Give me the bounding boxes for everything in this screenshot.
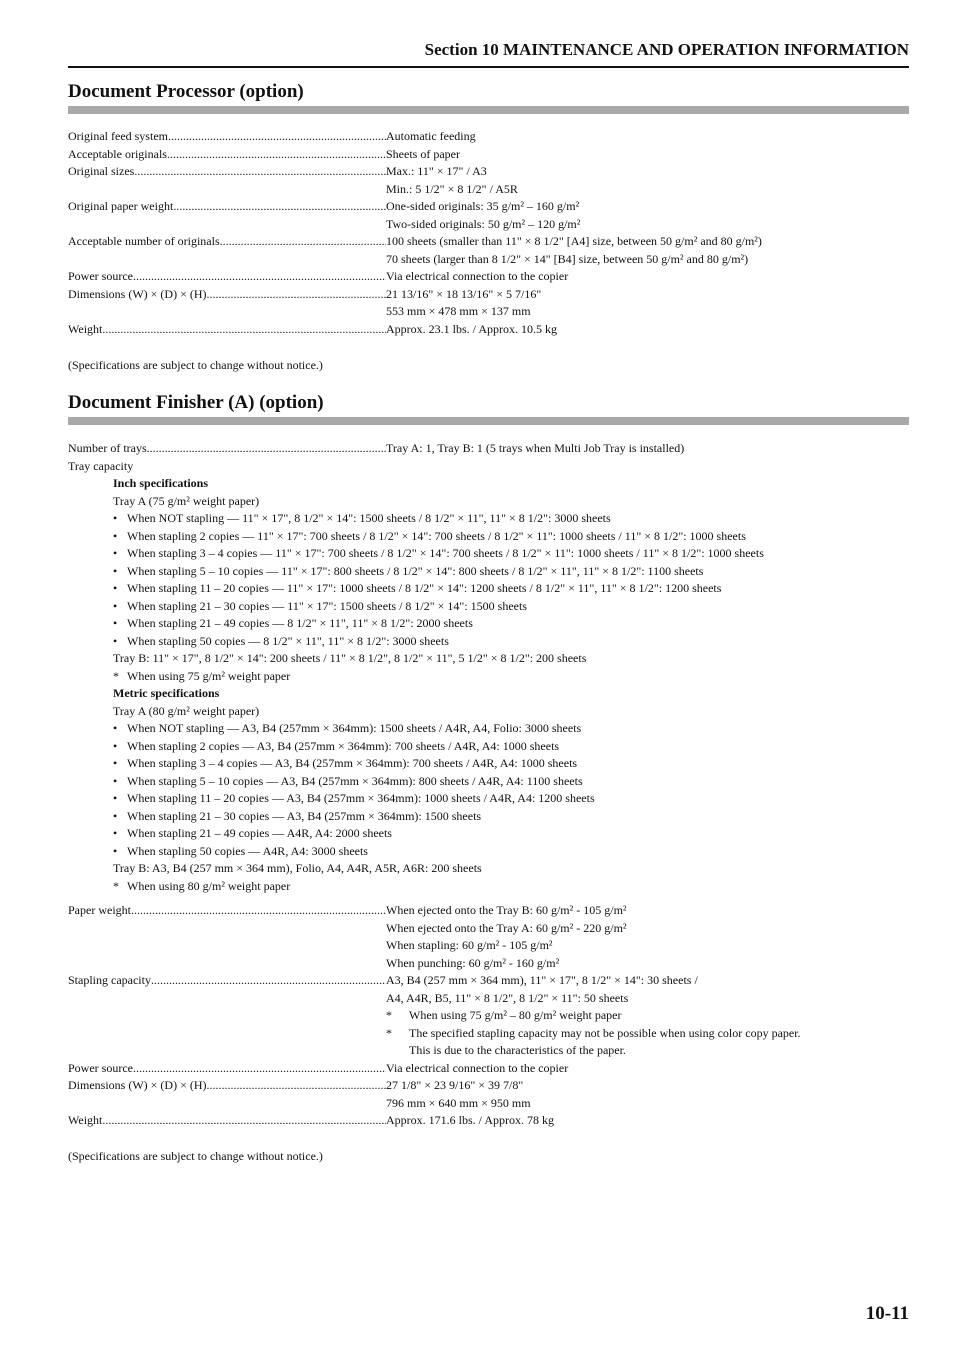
spec-bullet: • When stapling 50 copies — 8 1/2" × 11", 11" × 8 1/2": 3000 sheets bbox=[113, 633, 449, 648]
spec-bullet: • When stapling 5 – 10 copies — 11" × 17": 800 sheets / 8 1/2" × 14": 800 sheets / 8 1/2" × 11", 11" × 8 1/2": 1100 sheets bbox=[113, 563, 704, 578]
spec-label: Number of trays bbox=[68, 441, 147, 455]
inch-heading: Inch specifications bbox=[113, 476, 209, 490]
header-rule bbox=[68, 66, 909, 68]
spec-row-paper-weight bbox=[68, 902, 909, 972]
spec-value: Tray A: 1, Tray B: 1 (5 trays when Multi Job Tray is installed) bbox=[386, 441, 685, 455]
spec-value: When punching: 60 g/m² - 160 g/m² bbox=[386, 955, 560, 970]
spec-label: Acceptable number of originals bbox=[68, 234, 220, 248]
df-title-bar bbox=[68, 417, 909, 425]
spec-label: Original sizes bbox=[68, 164, 135, 178]
tray-capacity-label: Tray capacity bbox=[68, 458, 134, 473]
inch-tray-a: Tray A (75 g/m² weight paper) bbox=[113, 493, 260, 508]
spec-row-stapling bbox=[68, 972, 909, 1060]
spec-value: When ejected onto the Tray B: 60 g/m² - 105 g/m² bbox=[386, 903, 627, 917]
spec-bullet: • When stapling 21 – 30 copies — A3, B4 (257mm × 364mm): 1500 sheets bbox=[113, 808, 482, 823]
df-note: (Specifications are subject to change without notice.) bbox=[68, 1149, 323, 1163]
spec-row bbox=[68, 163, 909, 198]
spec-bullet: • When stapling 11 – 20 copies — 11" × 17": 1000 sheets / 8 1/2" × 14": 1200 sheets / 8 1/2" × 11", 11" × 8 1/2": 1200 sheets bbox=[113, 581, 722, 595]
spec-value: Two-sided originals: 50 g/m² – 120 g/m² bbox=[386, 216, 581, 231]
inch-tray-b: Tray B: 11" × 17", 8 1/2" × 14": 200 sheets / 11" × 8 1/2", 8 1/2" × 11", 5 1/2" × 8 1/2": 200 sheets bbox=[113, 651, 587, 665]
spec-bullet: • When NOT stapling — A3, B4 (257mm × 364mm): 1500 sheets / A4R, A4, Folio: 3000 sheets bbox=[113, 721, 582, 735]
df-spec-lower bbox=[68, 902, 909, 1130]
spec-bullet: • When stapling 21 – 30 copies — 11" × 17": 1500 sheets / 8 1/2" × 14": 1500 sheets bbox=[113, 598, 527, 613]
page-number: 10-11 bbox=[865, 1303, 909, 1324]
dp-spec-table bbox=[68, 128, 909, 338]
spec-value: 21 13/16" × 18 13/16" × 5 7/16" bbox=[386, 286, 542, 301]
spec-label: Stapling capacity bbox=[68, 973, 151, 987]
metric-tray-b: Tray B: A3, B4 (257 mm × 364 mm), Folio, A4, A4R, A5R, A6R: 200 sheets bbox=[113, 861, 482, 875]
spec-bullet: • When NOT stapling — 11" × 17", 8 1/2" × 14": 1500 sheets / 8 1/2" × 11", 11" × 8 1/2": 3000 sheets bbox=[113, 511, 611, 525]
spec-label: Paper weight bbox=[68, 903, 131, 917]
spec-label: Acceptable originals bbox=[68, 146, 167, 161]
dp-note: (Specifications are subject to change without notice.) bbox=[68, 358, 323, 372]
spec-label: Weight bbox=[68, 1113, 103, 1127]
spec-row-dimensions bbox=[68, 1077, 909, 1112]
section-header: Section 10 MAINTENANCE AND OPERATION INFORMATION bbox=[424, 40, 909, 59]
spec-row bbox=[68, 321, 909, 339]
stapling-note: * When using 75 g/m² – 80 g/m² weight paper bbox=[386, 1008, 622, 1022]
spec-row bbox=[68, 286, 909, 321]
dp-title: Document Processor (option) bbox=[68, 81, 304, 102]
spec-value: 27 1/8" × 23 9/16" × 39 7/8" bbox=[386, 1078, 524, 1092]
spec-row-weight bbox=[68, 1112, 909, 1130]
inch-bullet-list bbox=[68, 510, 909, 650]
spec-label: Weight bbox=[68, 321, 103, 336]
spec-label: Power source bbox=[68, 1060, 133, 1075]
metric-heading: Metric specifications bbox=[113, 686, 220, 700]
spec-row bbox=[68, 146, 909, 164]
spec-bullet: • When stapling 21 – 49 copies — A4R, A4: 2000 sheets bbox=[113, 826, 392, 840]
spec-label: Power source bbox=[68, 269, 133, 283]
metric-tray-a: Tray A (80 g/m² weight paper) bbox=[113, 703, 260, 718]
spec-value: One-sided originals: 35 g/m² – 160 g/m² bbox=[386, 199, 580, 213]
spec-row bbox=[68, 128, 909, 146]
spec-label: Dimensions (W) × (D) × (H) bbox=[68, 1078, 207, 1092]
spec-bullet: • When stapling 3 – 4 copies — A3, B4 (257mm × 364mm): 700 sheets / A4R, A4: 1000 sheets bbox=[113, 756, 578, 770]
df-title: Document Finisher (A) (option) bbox=[68, 392, 324, 413]
metric-bullet-list bbox=[68, 720, 909, 860]
spec-value: 100 sheets (smaller than 11" × 8 1/2" [A4] size, between 50 g/m² and 80 g/m²) bbox=[386, 234, 762, 248]
spec-value: 796 mm × 640 mm × 950 mm bbox=[386, 1095, 531, 1110]
spec-bullet: • When stapling 11 – 20 copies — A3, B4 (257mm × 364mm): 1000 sheets / A4R, A4: 1200 sheets bbox=[113, 791, 595, 805]
dp-title-bar bbox=[68, 106, 909, 114]
spec-value: When stapling: 60 g/m² - 105 g/m² bbox=[386, 938, 553, 952]
spec-value: Approx. 23.1 lbs. / Approx. 10.5 kg bbox=[386, 321, 557, 336]
spec-value: 70 sheets (larger than 8 1/2" × 14" [B4] size, between 50 g/m² and 80 g/m²) bbox=[386, 251, 749, 266]
spec-value: Min.: 5 1/2" × 8 1/2" / A5R bbox=[386, 181, 518, 196]
metric-footnote: * When using 80 g/m² weight paper bbox=[113, 878, 291, 893]
spec-value: Automatic feeding bbox=[386, 129, 476, 143]
spec-value: 553 mm × 478 mm × 137 mm bbox=[386, 304, 531, 318]
spec-bullet: • When stapling 50 copies — A4R, A4: 3000 sheets bbox=[113, 843, 368, 858]
spec-bullet: • When stapling 5 – 10 copies — A3, B4 (257mm × 364mm): 800 sheets / A4R, A4: 1100 sheets bbox=[113, 773, 583, 788]
spec-value: A3, B4 (257 mm × 364 mm), 11" × 17", 8 1/2" × 14": 30 sheets / bbox=[386, 973, 698, 987]
spec-value: A4, A4R, B5, 11" × 8 1/2", 8 1/2" × 11": 50 sheets bbox=[386, 990, 629, 1005]
spec-row bbox=[68, 233, 909, 268]
spec-bullet: • When stapling 21 – 49 copies — 8 1/2" × 11", 11" × 8 1/2": 2000 sheets bbox=[113, 616, 473, 630]
df-spec-upper bbox=[68, 440, 909, 895]
spec-label: Dimensions (W) × (D) × (H) bbox=[68, 286, 207, 301]
spec-value: Max.: 11" × 17" / A3 bbox=[386, 164, 487, 178]
spec-value: When ejected onto the Tray A: 60 g/m² - 220 g/m² bbox=[386, 920, 627, 935]
spec-bullet: • When stapling 2 copies — A3, B4 (257mm × 364mm): 700 sheets / A4R, A4: 1000 sheets bbox=[113, 738, 560, 753]
spec-label: Original feed system bbox=[68, 129, 168, 143]
spec-value: Approx. 171.6 lbs. / Approx. 78 kg bbox=[386, 1113, 554, 1127]
spec-label: Original paper weight bbox=[68, 199, 174, 213]
spec-value: Via electrical connection to the copier bbox=[386, 1060, 569, 1075]
spec-value: Via electrical connection to the copier bbox=[386, 269, 569, 283]
spec-bullet: • When stapling 2 copies — 11" × 17": 700 sheets / 8 1/2" × 14": 700 sheets / 8 1/2" × 11": 1000 sheets / 11" × 8 1/2": 1000 sheets bbox=[113, 528, 746, 543]
inch-footnote: * When using 75 g/m² weight paper bbox=[113, 668, 291, 683]
spec-row bbox=[68, 198, 909, 233]
spec-value: Sheets of paper bbox=[386, 146, 460, 161]
stapling-note: This is due to the characteristics of the paper. bbox=[409, 1043, 626, 1057]
spec-row bbox=[68, 268, 909, 286]
spec-row-trays bbox=[68, 440, 909, 458]
spec-row-power bbox=[68, 1060, 909, 1078]
spec-bullet: • When stapling 3 – 4 copies — 11" × 17": 700 sheets / 8 1/2" × 14": 700 sheets / 8 1/2" × 11": 1000 sheets / 11" × 8 1/2": 1000 sheets bbox=[113, 546, 764, 560]
stapling-note: * The specified stapling capacity may not be possible when using color copy paper. bbox=[386, 1025, 801, 1040]
